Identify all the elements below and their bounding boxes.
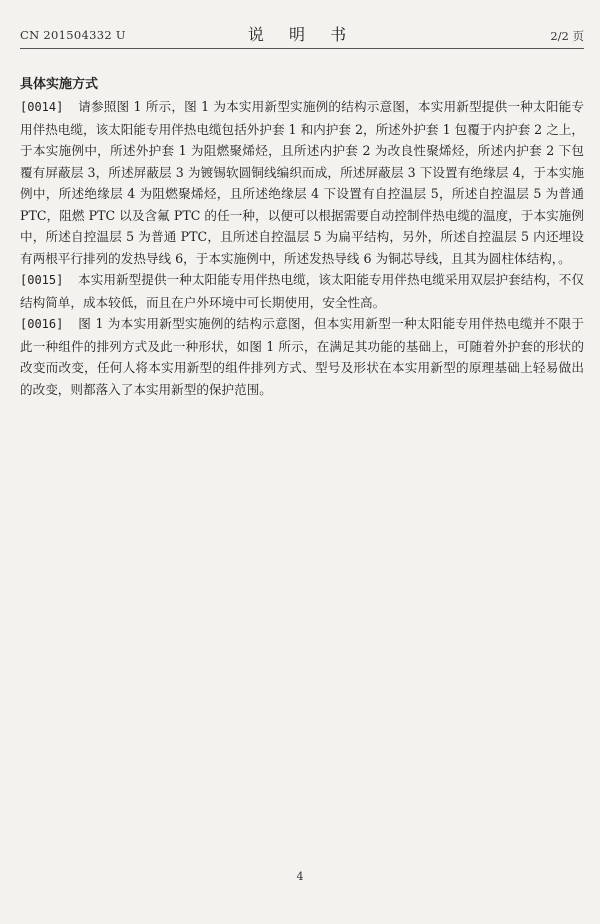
- header-divider: [20, 48, 584, 49]
- paragraph-text: 图 1 为本实用新型实施例的结构示意图，但本实用新型一种太阳能专用伴热电缆并不限于此一种组件的排列方式及此一种形状，如图 1 所示，在满足其功能的基础上，可随着外护套的形状的改变而改变，任何人将本实用新型的组件排列方式、型号及形状在本实用新型的原理基础上轻易做出的改变，则都落入了本实用新型的保护范围。: [20, 316, 584, 397]
- section-heading: 具体实施方式: [20, 77, 99, 92]
- paragraph-text: 本实用新型提供一种太阳能专用伴热电缆，该太阳能专用伴热电缆采用双层护套结构，不仅结构简单，成本较低，而且在户外环境中可长期使用，安全性高。: [20, 272, 584, 310]
- page-indicator: 2/2 页: [550, 29, 584, 43]
- paragraph-number: [0015]: [20, 273, 64, 287]
- page-number: 4: [296, 870, 304, 883]
- paragraph-0016: [20, 313, 584, 400]
- document-body: [20, 74, 584, 400]
- paragraph-0014: [20, 96, 584, 269]
- paragraph-0015: [20, 269, 584, 313]
- document-title: 说 明 书: [247, 25, 357, 44]
- publication-number: CN 201504332 U: [20, 28, 126, 42]
- paragraph-number: [0016]: [20, 317, 64, 331]
- page-header: [20, 22, 584, 46]
- paragraph-text: 请参照图 1 所示，图 1 为本实用新型实施例的结构示意图，本实用新型提供一种太阳能专用伴热电缆，该太阳能专用伴热电缆包括外护套 1 和内护套 2，所述外护套 1 包覆于内护套 2 之上，于本实施例中，所述外护套 1 为阻燃聚烯烃，且所述内护套 2 为改良性聚烯烃，所述内护套 2 下包覆有屏蔽层 3，所述屏蔽层 3 为镀锡软圆铜线编织而成，所述屏蔽层 3 下设置有绝缘层 4，于本实施例中，所述绝缘层 4 为阻燃聚烯烃，且所述绝缘层 4 下设置有自控温层 5，所述自控温层 5 为普通 PTC，阻燃 PTC 以及含氟 PTC 的任一种，以便可以根据需要自动控制伴热电缆的温度，于本实施例中，所述自控温层 5 为普通 PTC，且所述自控温层 5 为扁平结构，另外，所述自控温层 5 内还埋设有两根平行排列的发热导线 6，于本实施例中，所述发热导线 6 为铜芯导线，且其为圆柱体结构，。: [20, 99, 584, 266]
- paragraph-number: [0014]: [20, 100, 64, 114]
